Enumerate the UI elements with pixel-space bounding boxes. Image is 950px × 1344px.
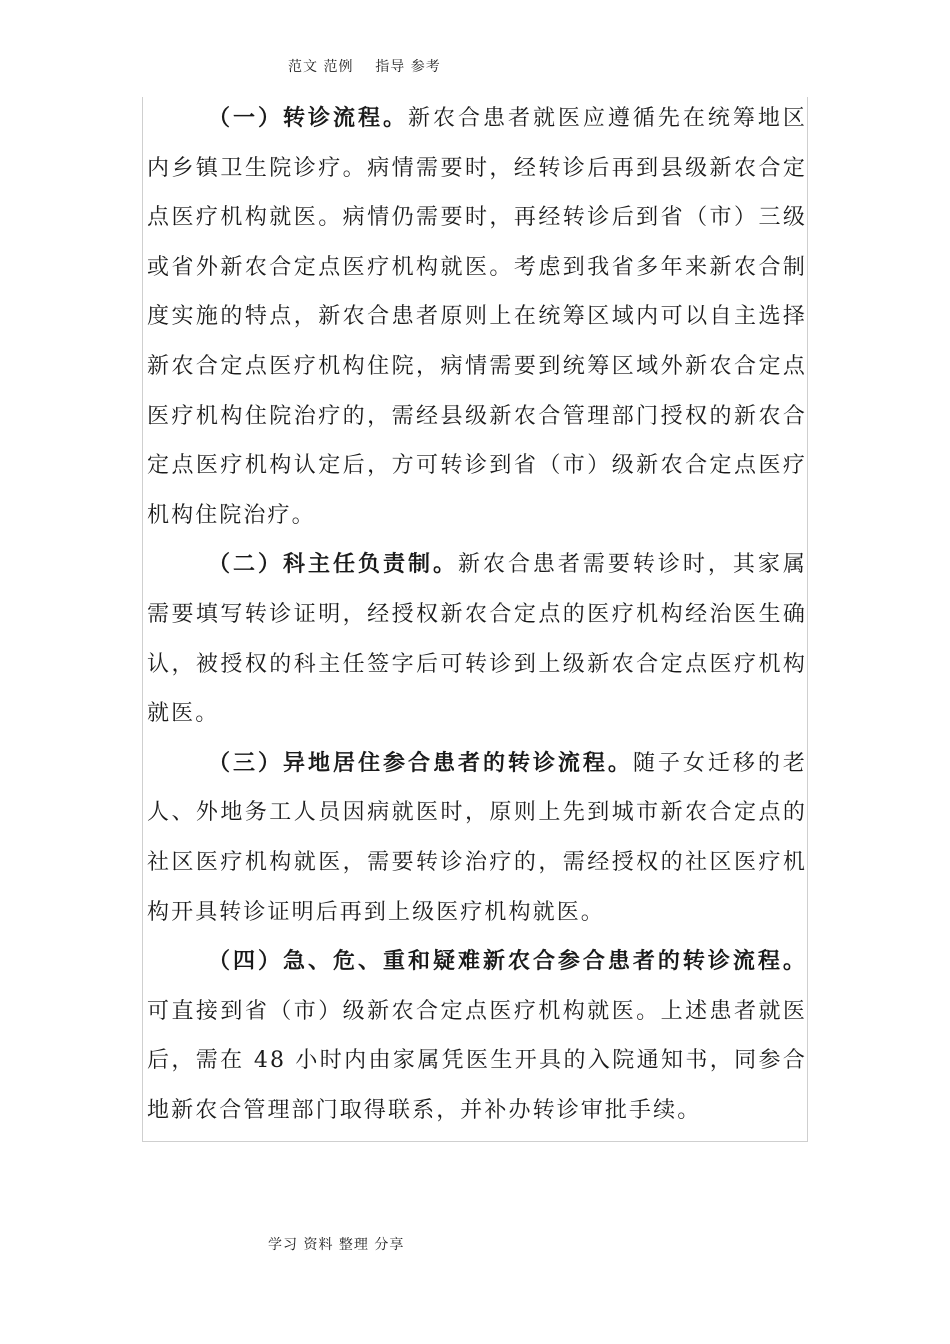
paragraph-text: 随子女迁移的老人、外地务工人员因病就医时，原则上先到城市新农合定点的社区医疗机构就医，需要转诊治疗的，需经授权的社区医疗机构开具转诊证明后再到上级医疗机构就医。 <box>147 750 808 925</box>
page-footer: 学习 资料 整理 分享 <box>268 1237 405 1253</box>
paragraph-text: 新农合患者需要转诊时，其家属需要填写转诊证明，经授权新农合定点的医疗机构经治医生确认，被授权的科主任签字后可转诊到上级新农合定点医疗机构就医。 <box>147 552 807 727</box>
paragraph-emergency-referral <box>147 937 807 1135</box>
paragraph-heading: （四）急、危、重和疑难新农合参合患者的转诊流程。 <box>208 948 807 975</box>
paragraph-department-head-responsibility <box>147 540 807 738</box>
paragraph-text: 可直接到省（市）级新农合定点医疗机构就医。上述患者就医后，需在 48 小时内由家属凭医生开具的入院通知书，同参合地新农合管理部门取得联系，并补办转诊审批手续。 <box>147 998 807 1123</box>
paragraph-nonlocal-resident-referral <box>147 739 807 937</box>
paragraph-heading: （三）异地居住参合患者的转诊流程。 <box>208 749 633 776</box>
document-body <box>147 94 807 1135</box>
page-header: 范文 范例 指导 参考 <box>288 59 441 75</box>
paragraph-heading: （一）转诊流程。 <box>208 105 408 131</box>
paragraph-referral-process <box>147 94 807 540</box>
paragraph-heading: （二）科主任负责制。 <box>208 551 458 578</box>
paragraph-text: 新农合患者就医应遵循先在统筹地区内乡镇卫生院诊疗。病情需要时，经转诊后再到县级新农合定点医疗机构就医。病情仍需要时，再经转诊后到省（市）三级或省外新农合定点医疗机构就医。考虑到我省多年来新农合制度实施的特点，新农合患者原则上在统筹区域内可以自主选择新农合定点医疗机构住院，病情需要到统筹区域外新农合定点医疗机构住院治疗的，需经县级新农合管理部门授权的新农合定点医疗机构认定后，方可转诊到省（市）级新农合定点医疗机构住院治疗。 <box>147 106 807 528</box>
